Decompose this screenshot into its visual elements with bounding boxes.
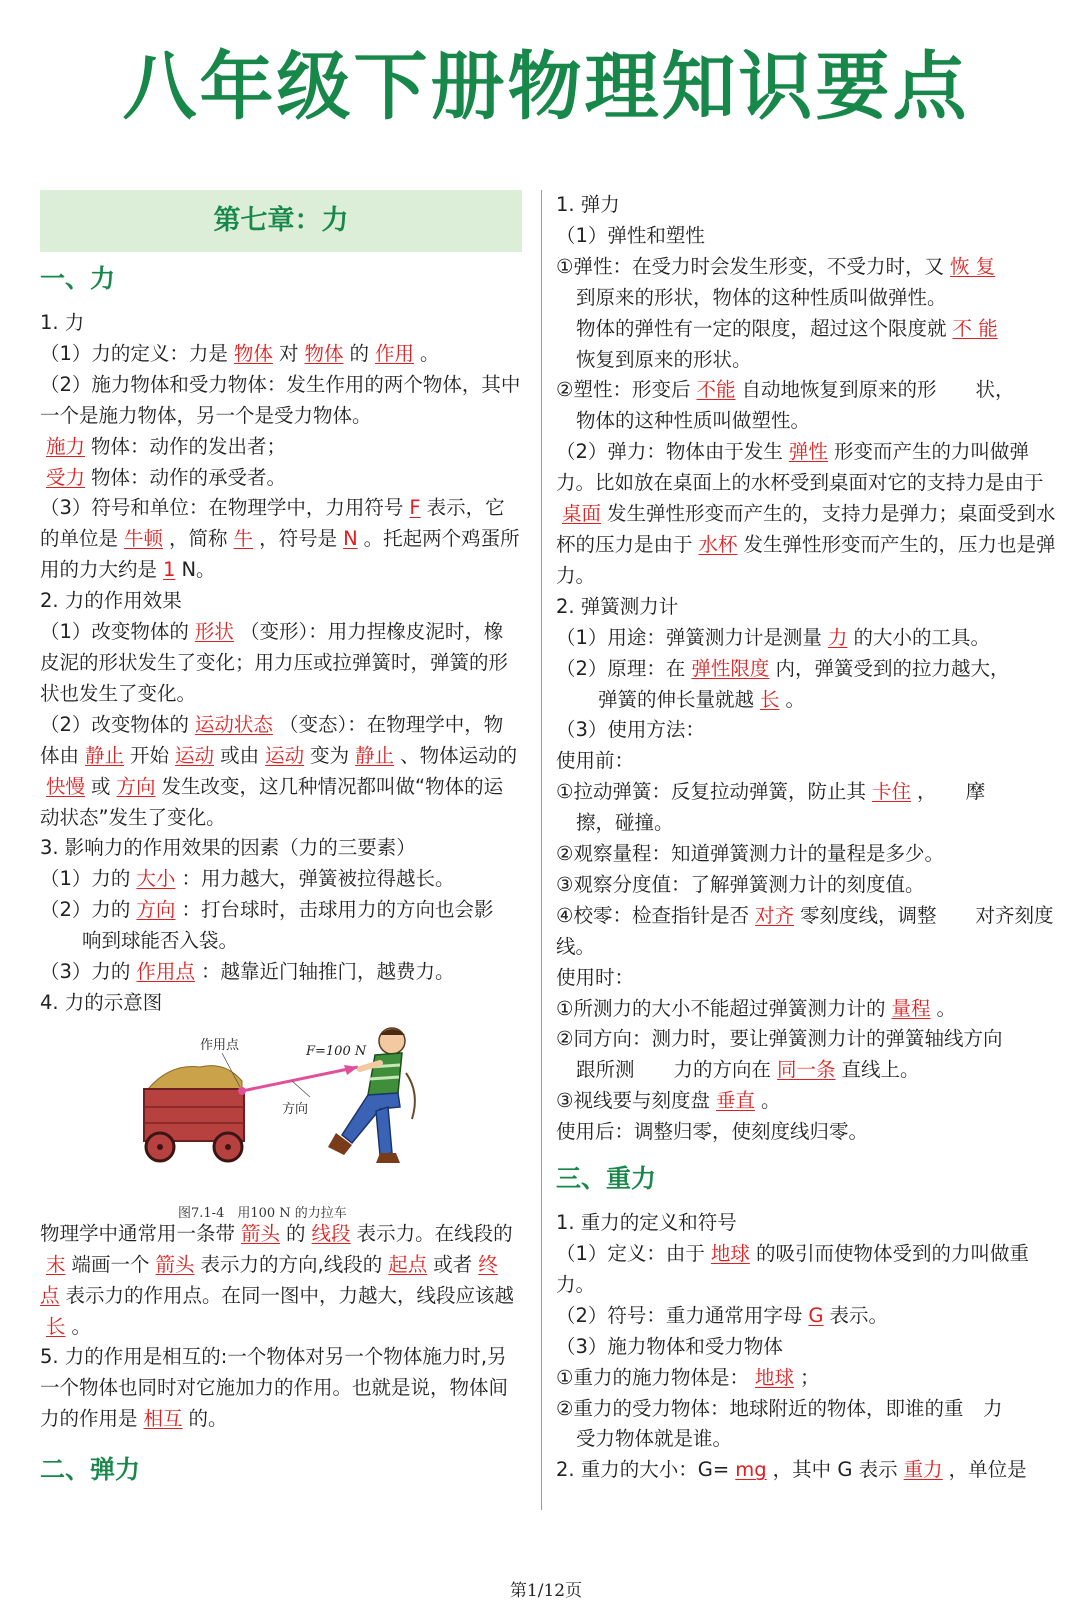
- pull-spring: [556, 777, 1056, 808]
- text-segment: 表示力的方向,线段的: [200, 1252, 383, 1276]
- blank-answer: 牛: [233, 527, 254, 551]
- blank-answer: 终点: [40, 1252, 498, 1307]
- gravity-receiver-cont: 受力物体就是谁。: [576, 1427, 733, 1451]
- boy-shirt: [368, 1053, 402, 1095]
- same-direction: ②同方向：测力时，要让弹簧测力计的弹簧轴线方向: [556, 1027, 1003, 1051]
- boy-shoe-right: [376, 1153, 400, 1163]
- blank-answer: 量程: [891, 996, 931, 1020]
- text-segment: 表示，它的单位是: [40, 496, 505, 551]
- zero-adjust: [556, 901, 1056, 963]
- effect-motion: [40, 710, 522, 834]
- gravity-definition: [556, 1239, 1056, 1301]
- blank-answer: 不 能: [952, 316, 998, 340]
- text-segment: （1）用途：弹簧测力计是测量: [556, 625, 822, 649]
- blank-answer: 卡住: [871, 780, 911, 804]
- text-segment: ：打台球时，击球用力的方向也会影: [181, 898, 494, 922]
- gravity-magnitude: [556, 1455, 1056, 1486]
- blank-answer: 箭头: [241, 1221, 281, 1245]
- blank-answer: 末: [46, 1252, 66, 1276]
- mutual-force: [40, 1342, 522, 1435]
- within-range: [556, 994, 1056, 1025]
- text-segment: ，符号是: [259, 527, 338, 551]
- label-force-value: F=100 N: [306, 1043, 367, 1059]
- text-segment: 内，弹簧受到的拉力越大，: [775, 656, 1010, 680]
- gravity-objects-heading: （3）施力物体和受力物体: [556, 1334, 783, 1358]
- text-segment: 自动地恢复到原来的形 状，: [741, 378, 1015, 402]
- text-segment: 发生弹性形变而产生的，支持力是弹力；桌面受到水杯的压力是由于: [556, 502, 1056, 556]
- gravity-symbol: [556, 1301, 1056, 1332]
- text-segment: 跟所测 力的方向在: [576, 1058, 772, 1082]
- text-segment: 。: [785, 687, 806, 711]
- left-column: [40, 190, 522, 1499]
- text-segment: （1）力的: [40, 867, 131, 891]
- blank-answer: 快慢: [46, 774, 86, 798]
- blank-answer: 物体: [233, 341, 273, 365]
- page-title: 八年级下册物理知识要点: [122, 44, 970, 130]
- text-segment: 的大小的工具。: [853, 625, 990, 649]
- plasticity-cont: 物体的这种性质叫做塑性。: [576, 409, 811, 433]
- text-segment: 直线上。: [841, 1058, 920, 1082]
- text-segment: 端画一个: [71, 1252, 150, 1276]
- same-direction-cont: [556, 1055, 1056, 1086]
- force-diagram-figure: [40, 1023, 522, 1221]
- blank-answer: 受力: [46, 465, 86, 489]
- text-segment: ， 摩: [917, 780, 986, 804]
- blank-answer: 弹性限度: [691, 656, 770, 680]
- elastic-plastic-heading: （1）弹性和塑性: [556, 223, 705, 247]
- text-segment: （1）力的定义：力是: [40, 341, 228, 365]
- text-segment: 物体：动作的发出者；: [91, 434, 287, 458]
- text-segment: ；: [800, 1365, 820, 1389]
- blank-answer: 力: [827, 625, 848, 649]
- text-segment: 对: [278, 341, 299, 365]
- blank-answer: 运动状态: [194, 712, 273, 736]
- text-segment: ①弹性：在受力时会发生形变，不受力时，又: [556, 254, 944, 278]
- item-force: 1. 力: [40, 311, 85, 334]
- blank-answer: G: [808, 1303, 824, 1327]
- blank-answer: 地球: [754, 1365, 794, 1389]
- text-segment: 表示力。在线段的: [356, 1221, 513, 1245]
- text-segment: 的: [349, 341, 369, 365]
- blank-answer: 大小: [136, 867, 176, 891]
- blank-answer: 对齐: [754, 903, 794, 927]
- text-segment: 的吸引而使物体受到的力叫做重力。: [556, 1242, 1029, 1296]
- blank-answer: 垂直: [715, 1089, 755, 1113]
- item-spring-scale: 2. 弹簧测力计: [556, 594, 679, 618]
- text-segment: ①重力的施力物体是：: [556, 1365, 749, 1389]
- cart-pull-illustration: [130, 1023, 430, 1195]
- text-segment: 的。: [188, 1407, 228, 1431]
- text-segment: 物体：动作的承受者。: [91, 465, 287, 489]
- spring-scale-principle-cont: [556, 685, 1056, 716]
- text-segment: （3）力的: [40, 960, 131, 984]
- blank-answer: 形状: [194, 620, 234, 644]
- text-segment: ①拉动弹簧：反复拉动弹簧，防止其: [556, 780, 866, 804]
- text-segment: ：越靠近门轴推门，越费力。: [200, 960, 455, 984]
- text-segment: 或由: [220, 743, 260, 767]
- blank-answer: F: [409, 496, 421, 520]
- line-of-sight: [556, 1086, 1056, 1117]
- text-segment: 或: [91, 774, 111, 798]
- text-segment: 5. 力的作用是相互的:一个物体对另一个物体施力时,另一个物体也同时对它施加力的作用。也就是说，物体间力的作用是: [40, 1345, 509, 1431]
- blank-answer: 不能: [696, 378, 736, 402]
- elastic-limit: [556, 314, 1056, 345]
- text-segment: 变为: [310, 743, 350, 767]
- applying-object: [40, 432, 522, 463]
- spring-scale-principle: [556, 654, 1056, 685]
- effect-shape: [40, 617, 522, 710]
- text-segment: （2）原理：在: [556, 656, 686, 680]
- blank-answer: 施力: [46, 434, 86, 458]
- text-segment: ，单位是: [948, 1458, 1027, 1482]
- section-heading-force: 一、力: [40, 264, 116, 293]
- before-use: 使用前：: [556, 749, 635, 773]
- text-segment: 、物体运动的: [400, 743, 518, 767]
- gravity-receiver: ②重力的受力物体：地球附近的物体，即谁的重 力: [556, 1396, 1003, 1420]
- section-heading-gravity: 三、重力: [556, 1164, 657, 1194]
- blank-answer: 同一条: [777, 1058, 836, 1082]
- element-direction: [40, 895, 522, 926]
- blank-answer: 桌面: [562, 502, 602, 526]
- blank-answer: 静止: [85, 743, 125, 767]
- text-segment: ，简称: [169, 527, 228, 551]
- force-arrow-line: [242, 1067, 358, 1091]
- force-definition: [40, 339, 522, 370]
- item-elastic-force: 1. 弹力: [556, 193, 620, 216]
- check-range: ②观察量程：知道弹簧测力计的量程是多少。: [556, 842, 944, 866]
- cart-load: [148, 1065, 242, 1090]
- blank-answer: 物体: [304, 341, 344, 365]
- text-segment: 的: [286, 1221, 306, 1245]
- page-number: 第1/12页: [509, 1581, 583, 1601]
- text-segment: 或者: [433, 1252, 473, 1276]
- spring-scale-purpose: [556, 623, 1056, 654]
- text-segment: 。: [71, 1314, 92, 1338]
- blank-answer: 运动: [265, 743, 305, 767]
- elasticity-cont: 到原来的形状，物体的这种性质叫做弹性。: [576, 285, 947, 309]
- text-segment: 2. 重力的大小：G=: [556, 1458, 730, 1482]
- text-segment: ，其中 G 表示: [772, 1458, 898, 1482]
- text-segment: （变形）：用力捏橡皮泥时，橡皮泥的形状发生了变化；用力压或拉弹簧时，弹簧的形状也发生了变化。: [40, 620, 509, 705]
- blank-answer: 牛顿: [124, 527, 164, 551]
- receiving-object: [40, 463, 522, 494]
- blank-answer: 作用点: [136, 960, 195, 984]
- text-segment: 表示力的作用点。在同一图中，力越大，线段应该越: [65, 1283, 515, 1307]
- blank-answer: 起点: [388, 1252, 428, 1276]
- text-segment: 弹簧的伸长量就越: [598, 687, 755, 711]
- blank-answer: 作用: [374, 341, 414, 365]
- text-segment: 零刻度线，调整 对齐刻度线。: [556, 903, 1054, 958]
- element-point: [40, 957, 522, 988]
- item-gravity-definition: 1. 重力的定义和符号: [556, 1211, 737, 1235]
- right-column: [556, 190, 1056, 1486]
- label-direction: 方向: [282, 1101, 309, 1117]
- text-segment: ②塑性：形变后: [556, 378, 691, 402]
- blank-answer: 地球: [710, 1242, 750, 1265]
- usage-heading: （3）使用方法：: [556, 718, 705, 742]
- figure-caption: 图7.1-4 用100 N 的力拉车: [178, 1205, 347, 1221]
- text-segment: ④校零：检查指针是否: [556, 903, 749, 927]
- text-segment: 发生弹性形变而产生的，压力也是弹力。: [556, 532, 1056, 587]
- blank-answer: 相互: [143, 1407, 183, 1431]
- text-segment: ①所测力的大小不能超过弹簧测力计的: [556, 996, 886, 1020]
- force-objects: （2）施力物体和受力物体：发生作用的两个物体，其中一个是施力物体，另一个是受力物体。: [40, 372, 521, 427]
- text-segment: （1）改变物体的: [40, 620, 189, 644]
- elastic-force-definition: [556, 437, 1056, 592]
- elasticity: [556, 252, 1056, 283]
- element-direction-cont: 响到球能否入袋。: [82, 929, 239, 953]
- blank-answer: 长: [46, 1314, 66, 1338]
- text-segment: 形变而产生的力叫做弹力。比如放在桌面上的水杯受到桌面对它的支持力是由于: [556, 440, 1044, 495]
- text-segment: （1）定义：由于: [556, 1242, 705, 1265]
- item-three-elements: 3. 影响力的作用效果的因素（力的三要素）: [40, 836, 416, 860]
- text-segment: （2）弹力：物体由于发生: [556, 440, 783, 464]
- text-segment: （变态）：在物理学中，物体由: [40, 712, 504, 767]
- text-segment: ③视线要与刻度盘: [556, 1089, 710, 1113]
- blank-answer: N: [343, 527, 358, 551]
- gravity-applier: [556, 1363, 1056, 1394]
- blank-answer: 水杯: [698, 532, 738, 556]
- section-heading-elastic: 二、弹力: [40, 1455, 141, 1485]
- blank-answer: 方向: [136, 898, 176, 922]
- blank-answer: 运动: [175, 743, 215, 767]
- blank-answer: 长: [760, 687, 780, 711]
- text-segment: 物理学中通常用一条带: [40, 1221, 236, 1245]
- blank-answer: 1: [163, 558, 176, 582]
- element-magnitude: [40, 864, 522, 895]
- during-use: 使用时：: [556, 965, 635, 989]
- item-force-effect: 2. 力的作用效果: [40, 589, 182, 613]
- blank-answer: 恢 复: [949, 254, 996, 278]
- blank-answer: 箭头: [155, 1252, 195, 1276]
- elastic-limit-cont: 恢复到原来的形状。: [576, 347, 752, 371]
- blank-answer: 线段: [311, 1221, 351, 1245]
- text-segment: 。: [761, 1089, 781, 1113]
- blank-answer: 重力: [903, 1458, 943, 1482]
- check-division: ③观察分度值：了解弹簧测力计的刻度值。: [556, 872, 925, 896]
- text-segment: N。: [181, 558, 216, 582]
- text-segment: （3）符号和单位：在物理学中，力用符号: [40, 496, 404, 520]
- force-representation: [40, 1219, 522, 1343]
- pull-spring-cont: 擦，碰撞。: [576, 811, 674, 835]
- text-segment: （2）力的: [40, 898, 131, 922]
- text-segment: 。: [936, 996, 957, 1020]
- plasticity: [556, 375, 1056, 406]
- after-use: 使用后：调整归零，使刻度线归零。: [556, 1120, 869, 1144]
- boy-pants: [342, 1093, 400, 1143]
- text-segment: 物体的弹性有一定的限度，超过这个限度就: [576, 316, 947, 340]
- text-segment: （2）符号：重力通常用字母: [556, 1303, 803, 1327]
- chapter-heading: 第七章：力: [40, 190, 522, 252]
- text-segment: ：用力越大，弹簧被拉得越长。: [181, 867, 455, 891]
- text-segment: 发生改变，这几种情况都叫做“物体的运动状态”发生了变化。: [40, 774, 504, 829]
- text-segment: 开始: [130, 743, 170, 767]
- text-segment: 。托起两个鸡蛋所用的力大约是: [40, 527, 520, 582]
- application-point: [238, 1087, 246, 1095]
- text-segment: （2）改变物体的: [40, 712, 189, 736]
- blank-answer: 方向: [116, 774, 156, 798]
- blank-answer: 静止: [355, 743, 395, 767]
- blank-answer: 弹性: [788, 440, 828, 464]
- text-segment: 表示。: [829, 1303, 889, 1327]
- column-divider: [541, 190, 542, 1510]
- label-application-point: 作用点: [200, 1037, 240, 1053]
- item-force-diagram: 4. 力的示意图: [40, 990, 163, 1014]
- blank-answer: mg: [735, 1458, 767, 1482]
- text-segment: 。: [420, 341, 440, 365]
- force-symbol-unit: [40, 493, 522, 586]
